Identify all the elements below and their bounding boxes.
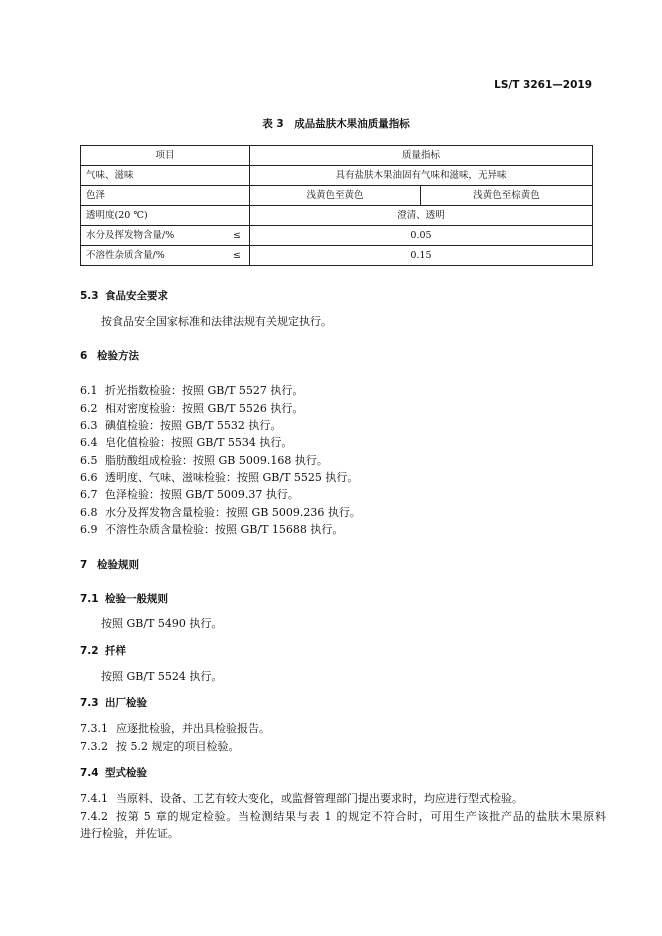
clause-6-4 <box>80 436 292 450</box>
section-number: 5.3 <box>80 290 99 302</box>
section-title: 扦样 <box>105 645 126 657</box>
quality-index-table <box>80 145 593 266</box>
clause-number: 6.9 <box>80 523 98 536</box>
section-number: 7.2 <box>80 645 99 657</box>
limit-symbol: ≤ <box>233 250 241 261</box>
clause-number: 6.2 <box>80 402 98 415</box>
clause-7-4-2 <box>80 810 607 824</box>
table-row <box>81 206 593 226</box>
clause-number: 6.7 <box>80 488 98 501</box>
clause-number: 6.8 <box>80 506 98 519</box>
clause-text: 不溶性杂质含量检验：按照 GB/T 15688 执行。 <box>105 523 344 536</box>
clause-6-9 <box>80 523 343 537</box>
row-item: 色泽 <box>81 186 250 206</box>
row-value: 0.15 <box>250 246 593 266</box>
standard-code: LS/T 3261—2019 <box>494 79 592 91</box>
col-header-item: 项目 <box>81 146 250 166</box>
section-title: 食品安全要求 <box>105 290 168 302</box>
clause-number: 6.3 <box>80 419 98 432</box>
col-header-index: 质量指标 <box>250 146 593 166</box>
clause-7-3-1 <box>80 722 270 736</box>
section-7-2-text: 按照 GB/T 5524 执行。 <box>101 670 223 683</box>
row-value: 0.05 <box>250 226 593 246</box>
row-value-b: 浅黄色至棕黄色 <box>421 186 593 206</box>
section-number: 7.4 <box>80 767 99 779</box>
section-7-4-heading <box>80 766 147 780</box>
section-title: 检验规则 <box>97 559 139 571</box>
clause-6-8 <box>80 506 361 520</box>
row-value-a: 浅黄色至黄色 <box>250 186 421 206</box>
clause-number: 6.1 <box>80 384 98 397</box>
clause-number: 7.4.2 <box>80 810 108 823</box>
table-header-row <box>81 146 593 166</box>
clause-6-7 <box>80 488 299 502</box>
table-row <box>81 226 593 246</box>
clause-number: 6.6 <box>80 471 98 484</box>
section-7-heading <box>80 558 139 572</box>
table-row <box>81 186 593 206</box>
section-7-2-heading <box>80 644 126 658</box>
clause-7-4-2-continued: 进行检验，并佐证。 <box>80 827 179 840</box>
clause-number: 7.3.2 <box>80 740 108 753</box>
section-number: 7 <box>80 559 88 571</box>
clause-number: 7.4.1 <box>80 792 108 805</box>
section-number: 7.3 <box>80 697 99 709</box>
section-title: 检验方法 <box>97 350 139 362</box>
clause-6-6 <box>80 471 358 485</box>
row-item: 透明度(20 ℃) <box>81 206 250 226</box>
clause-number: 6.4 <box>80 436 98 449</box>
clause-number: 7.3.1 <box>80 722 108 735</box>
section-number: 7.1 <box>80 593 99 605</box>
clause-text: 透明度、气味、滋味检验：按照 GB/T 5525 执行。 <box>105 471 359 484</box>
clause-text: 脂肪酸组成检验：按照 GB 5009.168 执行。 <box>105 454 328 467</box>
section-number: 6 <box>80 350 88 362</box>
clause-7-3-2 <box>80 740 240 754</box>
clause-6-5 <box>80 454 328 468</box>
clause-text: 水分及挥发物含量检验：按照 GB 5009.236 执行。 <box>105 506 361 519</box>
row-item-cell <box>81 226 250 246</box>
section-7-3-heading <box>80 696 147 710</box>
table-caption: 表 3 成品盐肤木果油质量指标 <box>262 118 410 130</box>
table-row <box>81 246 593 266</box>
clause-text: 折光指数检验：按照 GB/T 5527 执行。 <box>105 384 304 397</box>
clause-6-2 <box>80 402 303 416</box>
row-item-cell <box>81 246 250 266</box>
clause-number: 6.5 <box>80 454 98 467</box>
clause-text: 应逐批检验，并出具检验报告。 <box>116 722 270 735</box>
clause-text: 碘值检验：按照 GB/T 5532 执行。 <box>105 419 282 432</box>
section-title: 检验一般规则 <box>105 593 168 605</box>
row-item: 不溶性杂质含量/% <box>86 250 165 261</box>
clause-text: 皂化值检验：按照 GB/T 5534 执行。 <box>105 436 293 449</box>
clause-text: 色泽检验：按照 GB/T 5009.37 执行。 <box>105 488 299 501</box>
clause-text: 按 5.2 规定的项目检验。 <box>116 740 240 753</box>
limit-symbol: ≤ <box>233 230 241 241</box>
row-item: 气味、滋味 <box>81 166 250 186</box>
section-7-1-heading <box>80 592 168 606</box>
section-6-heading <box>80 349 139 363</box>
clause-text: 当原料、设备、工艺有较大变化，或监督管理部门提出要求时，均应进行型式检验。 <box>116 792 523 805</box>
section-5-3-text: 按食品安全国家标准和法律法规有关规定执行。 <box>101 315 332 328</box>
section-7-1-text: 按照 GB/T 5490 执行。 <box>101 617 223 630</box>
row-value: 澄清、透明 <box>250 206 593 226</box>
clause-6-1 <box>80 384 303 398</box>
clause-text: 按第 5 章的规定检验。当检测结果与表 1 的规定不符合时，可用生产该批产品的盐肤木果原料 <box>116 810 607 823</box>
clause-text: 相对密度检验：按照 GB/T 5526 执行。 <box>105 402 304 415</box>
clause-6-3 <box>80 419 281 433</box>
section-5-3-heading <box>80 289 168 303</box>
clause-7-4-1 <box>80 792 523 806</box>
section-title: 出厂检验 <box>105 697 147 709</box>
row-item: 水分及挥发物含量/% <box>86 230 175 241</box>
table-row <box>81 166 593 186</box>
row-value: 具有盐肤木果油固有气味和滋味，无异味 <box>250 166 593 186</box>
section-title: 型式检验 <box>105 767 147 779</box>
